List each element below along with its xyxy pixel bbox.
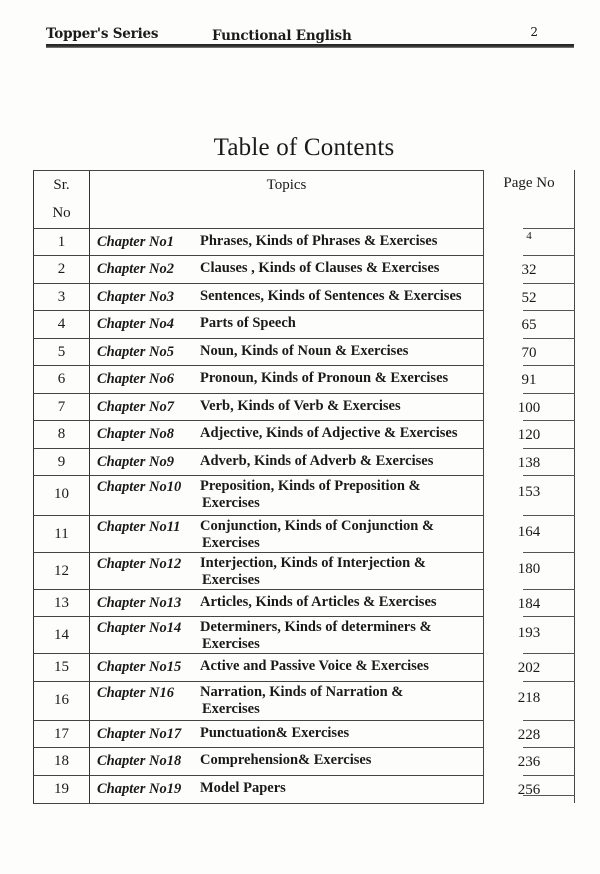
- sr-number: 17: [54, 726, 69, 742]
- table-top-border: [33, 170, 484, 171]
- chapter-label: Chapter No11: [97, 519, 181, 535]
- page-row-divider: [523, 338, 575, 339]
- topic-text: Sentences, Kinds of Sentences & Exercises: [200, 288, 462, 304]
- row-divider: [33, 775, 484, 776]
- topic-text: Comprehension& Exercises: [200, 752, 372, 768]
- page-row-divider: [523, 616, 575, 617]
- page-row-divider: [523, 653, 575, 654]
- topic-cell: [90, 681, 484, 720]
- page-cell: [484, 515, 575, 552]
- page-number-value: 193: [517, 625, 541, 641]
- header-topics: [90, 170, 484, 228]
- topic-text: Pronoun, Kinds of Pronoun & Exercises: [200, 370, 449, 386]
- page-cell: [484, 475, 575, 515]
- page-cell: [484, 720, 575, 747]
- page-cell: [484, 589, 575, 616]
- topic-text: Conjunction, Kinds of Conjunction &: [200, 518, 435, 534]
- chapter-label: Chapter No4: [97, 316, 174, 332]
- topic-cell: [90, 338, 484, 365]
- page-cell: [484, 393, 575, 420]
- table-row: [33, 420, 575, 448]
- sr-number: 16: [54, 692, 69, 708]
- header-sr: [33, 170, 90, 228]
- table-row: [33, 228, 575, 255]
- sr-cell: [33, 720, 90, 747]
- running-header: [46, 22, 574, 52]
- table-row: [33, 720, 575, 747]
- sr-number: 5: [57, 344, 66, 360]
- sr-number: 13: [54, 595, 69, 611]
- table-row: [33, 616, 575, 653]
- topic-cell: [90, 653, 484, 681]
- sr-number: 14: [54, 627, 69, 643]
- page-number-value: 180: [517, 561, 541, 577]
- row-divider: [33, 228, 484, 229]
- sr-cell: [33, 775, 90, 803]
- page-title: Table of Contents: [213, 134, 395, 161]
- row-divider: [33, 552, 484, 553]
- table-row: [33, 515, 575, 552]
- sr-cell: [33, 338, 90, 365]
- topic-cell: [90, 475, 484, 515]
- page-number-value: 120: [517, 427, 541, 443]
- chapter-label: Chapter No15: [97, 659, 182, 675]
- page-number-value: 65: [521, 317, 537, 333]
- topic-text: Active and Passive Voice & Exercises: [200, 658, 429, 674]
- chapter-label: Chapter No6: [97, 371, 174, 387]
- table-row: [33, 310, 575, 338]
- page-row-divider: [523, 393, 575, 394]
- table-row: [33, 653, 575, 681]
- chapter-label: Chapter No10: [97, 479, 182, 495]
- chapter-label: Chapter No7: [97, 399, 174, 415]
- page-cell: [484, 747, 575, 775]
- topic-text: Interjection, Kinds of Interjection &: [200, 555, 426, 571]
- row-divider: [33, 255, 484, 256]
- page-cell: [484, 283, 575, 310]
- topic-cell: [90, 393, 484, 420]
- page-number-value: 256: [517, 782, 541, 798]
- page-cell: [484, 420, 575, 448]
- sr-cell: [33, 310, 90, 338]
- page-row-divider: [523, 775, 575, 776]
- sr-cell: [33, 283, 90, 310]
- page-row-divider: [523, 747, 575, 748]
- sr-cell: [33, 448, 90, 475]
- sr-number: 11: [54, 526, 69, 542]
- sr-cell: [33, 365, 90, 393]
- page-number-value: 52: [521, 290, 537, 306]
- row-divider: [33, 653, 484, 654]
- page-cell: [484, 448, 575, 475]
- topic-cell: [90, 775, 484, 803]
- sr-cell: [33, 393, 90, 420]
- topic-cell: [90, 420, 484, 448]
- sr-number: 1: [57, 234, 66, 250]
- row-divider: [33, 720, 484, 721]
- table-row: [33, 338, 575, 365]
- row-divider: [33, 420, 484, 421]
- page-row-divider: [523, 365, 575, 366]
- page-row-divider: [523, 283, 575, 284]
- page-row-divider: [523, 515, 575, 516]
- sr-number: 8: [57, 426, 66, 442]
- sr-number: 3: [57, 289, 66, 305]
- topic-cell: [90, 515, 484, 552]
- topic-cell: [90, 255, 484, 283]
- topic-cell: [90, 552, 484, 589]
- chapter-label: Chapter No9: [97, 454, 174, 470]
- page-number-value: 184: [517, 596, 541, 612]
- table-row: [33, 747, 575, 775]
- header-page: [484, 170, 575, 228]
- topic-text: Determiners, Kinds of determiners &: [200, 619, 432, 635]
- chapter-label: Chapter No2: [97, 261, 174, 277]
- header-sr-line2: No: [52, 205, 71, 221]
- row-divider: [33, 616, 484, 617]
- page-number-value: 70: [521, 345, 537, 361]
- row-divider: [33, 475, 484, 476]
- page-row-divider: [523, 720, 575, 721]
- header-page-label: Page No: [503, 175, 555, 191]
- table-header-row: [33, 170, 575, 228]
- page-row-divider: [523, 589, 575, 590]
- page-number-value: 153: [517, 484, 541, 500]
- page-row-divider: [523, 255, 575, 256]
- header-rule: [46, 44, 574, 48]
- row-divider: [33, 310, 484, 311]
- row-divider: [33, 448, 484, 449]
- row-divider: [33, 338, 484, 339]
- page-number-value: 236: [517, 754, 541, 770]
- page-number-value: 100: [517, 400, 541, 416]
- topic-text: Adjective, Kinds of Adjective & Exercises: [200, 425, 458, 441]
- page-row-divider: [523, 475, 575, 476]
- page-number-value: 91: [521, 372, 537, 388]
- topic-text: Narration, Kinds of Narration &: [200, 684, 404, 700]
- page-cell: [484, 616, 575, 653]
- topic-text: Adverb, Kinds of Adverb & Exercises: [200, 453, 434, 469]
- sr-number: 2: [57, 261, 66, 277]
- topic-cell: [90, 589, 484, 616]
- page-row-divider: [523, 420, 575, 421]
- chapter-label: Chapter No18: [97, 753, 182, 769]
- page-cell: [484, 365, 575, 393]
- topic-cell: [90, 228, 484, 255]
- topic-text: Parts of Speech: [200, 315, 296, 331]
- page-number-value: 138: [517, 455, 541, 471]
- series-name: Topper's Series: [46, 26, 159, 42]
- chapter-label: Chapter No17: [97, 726, 182, 742]
- sr-cell: [33, 515, 90, 552]
- page-number: 2: [530, 25, 538, 39]
- page-number-value: 228: [517, 727, 541, 743]
- table-row: [33, 448, 575, 475]
- sr-cell: [33, 552, 90, 589]
- table-row: [33, 365, 575, 393]
- table-bottom-border: [33, 803, 484, 804]
- subject-name: Functional English: [212, 28, 352, 44]
- table-row: [33, 589, 575, 616]
- page-row-divider: [523, 448, 575, 449]
- topic-cell: [90, 365, 484, 393]
- topic-cell: [90, 283, 484, 310]
- chapter-label: Chapter No5: [97, 344, 174, 360]
- sr-cell: [33, 589, 90, 616]
- chapter-label: Chapter No19: [97, 781, 182, 797]
- page-number-value: 218: [517, 690, 541, 706]
- sr-number: 15: [54, 659, 69, 675]
- sr-number: 19: [54, 781, 69, 797]
- row-divider: [33, 681, 484, 682]
- page-number-value: 164: [517, 524, 541, 540]
- topic-cell: [90, 448, 484, 475]
- sr-cell: [33, 475, 90, 515]
- sr-number: 7: [57, 399, 66, 415]
- page-cell: [484, 653, 575, 681]
- sr-cell: [33, 681, 90, 720]
- page-number-value: 4: [526, 230, 532, 242]
- page-number-value: 202: [517, 660, 541, 676]
- sr-number: 12: [54, 563, 69, 579]
- sr-cell: [33, 616, 90, 653]
- chapter-label: Chapter No13: [97, 595, 182, 611]
- row-divider: [33, 747, 484, 748]
- page-row-divider: [523, 310, 575, 311]
- topic-cell: [90, 616, 484, 653]
- page-row-divider: [523, 681, 575, 682]
- table-row: [33, 475, 575, 515]
- page-row-divider: [523, 552, 575, 553]
- row-divider: [33, 283, 484, 284]
- sr-cell: [33, 255, 90, 283]
- table-row: [33, 255, 575, 283]
- sr-number: 10: [54, 486, 69, 502]
- chapter-label: Chapter No8: [97, 426, 174, 442]
- sr-number: 4: [57, 316, 66, 332]
- row-divider: [33, 365, 484, 366]
- page-row-divider: [523, 228, 575, 229]
- topic-text-continued: Exercises: [202, 572, 260, 588]
- sr-number: 18: [54, 753, 69, 769]
- header-topics-label: Topics: [266, 177, 307, 193]
- topic-cell: [90, 310, 484, 338]
- page-cell: [484, 310, 575, 338]
- sr-cell: [33, 653, 90, 681]
- chapter-label: Chapter No14: [97, 620, 182, 636]
- page-cell: [484, 681, 575, 720]
- topic-text-continued: Exercises: [202, 495, 260, 511]
- row-divider: [33, 515, 484, 516]
- table-row: [33, 283, 575, 310]
- sr-cell: [33, 228, 90, 255]
- table-row: [33, 393, 575, 420]
- page-number-value: 32: [521, 262, 537, 278]
- topic-text: Noun, Kinds of Noun & Exercises: [200, 343, 409, 359]
- topic-cell: [90, 720, 484, 747]
- chapter-label: Chapter No3: [97, 289, 174, 305]
- topic-text: Preposition, Kinds of Preposition &: [200, 478, 421, 494]
- page-cell: [484, 255, 575, 283]
- sr-number: 9: [57, 454, 66, 470]
- table-row: [33, 775, 575, 803]
- sr-cell: [33, 747, 90, 775]
- page-bottom-border: [523, 795, 575, 796]
- chapter-label: Chapter No12: [97, 556, 182, 572]
- topic-text-continued: Exercises: [202, 535, 260, 551]
- chapter-label: Chapter N16: [97, 685, 174, 701]
- page-cell: [484, 775, 575, 803]
- topic-text-continued: Exercises: [202, 701, 260, 717]
- sr-number: 6: [57, 371, 66, 387]
- header-sr-line1: Sr.: [53, 177, 70, 193]
- table-row: [33, 681, 575, 720]
- table-row: [33, 552, 575, 589]
- topic-text: Model Papers: [200, 780, 286, 796]
- topic-text: Phrases, Kinds of Phrases & Exercises: [200, 233, 438, 249]
- topic-text-continued: Exercises: [202, 636, 260, 652]
- page-cell: [484, 338, 575, 365]
- topic-text: Articles, Kinds of Articles & Exercises: [200, 594, 437, 610]
- topic-text: Clauses , Kinds of Clauses & Exercises: [200, 260, 440, 276]
- row-divider: [33, 589, 484, 590]
- row-divider: [33, 393, 484, 394]
- topic-cell: [90, 747, 484, 775]
- chapter-label: Chapter No1: [97, 234, 174, 250]
- sr-cell: [33, 420, 90, 448]
- topic-text: Punctuation& Exercises: [200, 725, 350, 741]
- page-cell: [484, 552, 575, 589]
- topic-text: Verb, Kinds of Verb & Exercises: [200, 398, 401, 414]
- page-cell: [484, 228, 575, 255]
